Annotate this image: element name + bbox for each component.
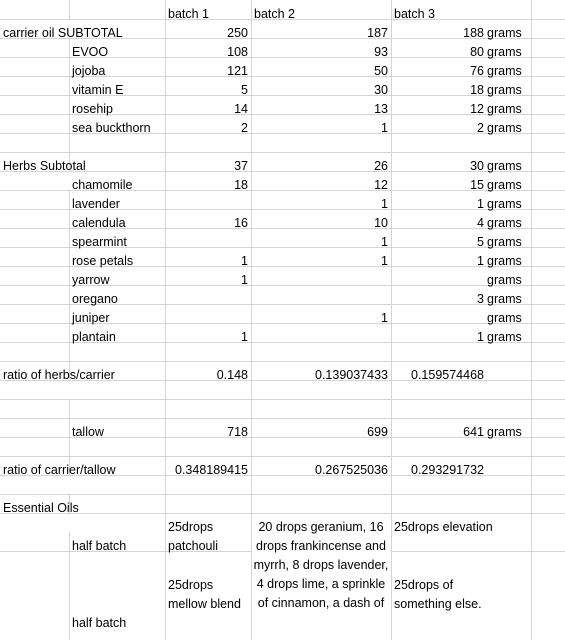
row-label[interactable]: EVOO: [72, 45, 109, 59]
row-label[interactable]: rose petals: [72, 254, 134, 268]
row-batch-3[interactable]: 1: [477, 254, 484, 268]
row-batch-1[interactable]: [165, 309, 251, 328]
row-batch-3[interactable]: 15: [470, 178, 484, 192]
row-batch-2[interactable]: 13: [374, 102, 388, 116]
row-batch-3[interactable]: 1: [477, 197, 484, 211]
row-batch-2[interactable]: 1: [381, 311, 388, 325]
half-batch-2-b3[interactable]: 25drops of something else.: [394, 578, 482, 611]
row-border: [0, 418, 565, 419]
row-batch-2[interactable]: [251, 290, 391, 309]
ratio-herbs-b3[interactable]: 0.159574468: [411, 368, 484, 382]
row-unit[interactable]: grams: [487, 45, 522, 59]
header-batch-3[interactable]: batch 3: [394, 7, 436, 21]
row-border: [0, 494, 565, 495]
herbs-subtotal-label[interactable]: Herbs Subtotal: [3, 159, 86, 173]
row-unit[interactable]: grams: [487, 254, 522, 268]
row-batch-3[interactable]: [391, 309, 487, 328]
row-batch-3[interactable]: 1: [477, 330, 484, 344]
carrier-subtotal-b3[interactable]: 188: [463, 26, 484, 40]
carrier-subtotal-b1[interactable]: 250: [227, 26, 248, 40]
row-label[interactable]: vitamin E: [72, 83, 124, 97]
tallow-b3[interactable]: 641: [463, 425, 484, 439]
row-label[interactable]: yarrow: [72, 273, 110, 287]
half-batch-1-b3[interactable]: 25drops elevation: [394, 520, 493, 534]
row-batch-2[interactable]: 12: [374, 178, 388, 192]
row-unit[interactable]: grams: [487, 102, 522, 116]
row-label[interactable]: plantain: [72, 330, 116, 344]
row-batch-2[interactable]: 30: [374, 83, 388, 97]
essential-b2-text[interactable]: 20 drops geranium, 16 drops frankincense and myrrh, 8 drops lavender, 4 drops lime, a sprinkle of cinnamon, a dash of: [253, 520, 389, 610]
row-batch-2[interactable]: [251, 328, 391, 347]
ratio-herbs-label[interactable]: ratio of herbs/carrier: [3, 368, 115, 382]
row-batch-3[interactable]: 4: [477, 216, 484, 230]
row-label[interactable]: oregano: [72, 292, 118, 306]
row-batch-2[interactable]: 1: [381, 197, 388, 211]
row-unit[interactable]: grams: [487, 292, 522, 306]
row-batch-3[interactable]: 18: [470, 83, 484, 97]
row-batch-1[interactable]: 16: [234, 216, 248, 230]
ratio-carrier-label[interactable]: ratio of carrier/tallow: [3, 463, 116, 477]
herbs-subtotal-b1[interactable]: 37: [234, 159, 248, 173]
ratio-herbs-b2[interactable]: 0.139037433: [315, 368, 388, 382]
half-batch-2-label[interactable]: half batch: [72, 616, 127, 630]
half-batch-2-b1[interactable]: 25drops mellow blend: [168, 578, 241, 611]
row-batch-3[interactable]: 2: [477, 121, 484, 135]
row-label[interactable]: rosehip: [72, 102, 113, 116]
row-batch-1[interactable]: [165, 233, 251, 252]
row-batch-2[interactable]: [251, 271, 391, 290]
carrier-subtotal-b2[interactable]: 187: [367, 26, 388, 40]
row-batch-3[interactable]: [391, 271, 487, 290]
row-border: [0, 456, 565, 457]
row-batch-3[interactable]: 80: [470, 45, 484, 59]
row-batch-3[interactable]: 12: [470, 102, 484, 116]
row-unit[interactable]: grams: [487, 216, 522, 230]
row-batch-1[interactable]: [165, 290, 251, 309]
row-unit[interactable]: grams: [487, 330, 522, 344]
row-unit[interactable]: grams: [487, 273, 522, 287]
row-label[interactable]: spearmint: [72, 235, 127, 249]
row-unit[interactable]: grams: [487, 83, 522, 97]
ratio-carrier-b1[interactable]: 0.348189415: [175, 463, 248, 477]
herbs-subtotal-unit[interactable]: grams: [487, 159, 522, 173]
header-batch-2[interactable]: batch 2: [254, 7, 296, 21]
row-unit[interactable]: grams: [487, 311, 522, 325]
tallow-unit[interactable]: grams: [487, 425, 522, 439]
tallow-label[interactable]: tallow: [72, 425, 104, 439]
row-batch-2[interactable]: 50: [374, 64, 388, 78]
row-border: [0, 152, 565, 153]
ratio-herbs-b1[interactable]: 0.148: [216, 368, 248, 382]
row-batch-1[interactable]: 1: [241, 330, 248, 344]
row-unit[interactable]: grams: [487, 235, 522, 249]
row-batch-1[interactable]: 2: [241, 121, 248, 135]
carrier-subtotal-unit[interactable]: grams: [487, 26, 522, 40]
row-border: [0, 399, 565, 400]
row-batch-2[interactable]: 1: [381, 121, 388, 135]
herbs-subtotal-b2[interactable]: 26: [374, 159, 388, 173]
carrier-subtotal-label[interactable]: carrier oil SUBTOTAL: [3, 26, 123, 40]
row-border: [0, 361, 565, 362]
row-batch-2[interactable]: 1: [381, 254, 388, 268]
row-label[interactable]: juniper: [72, 311, 110, 325]
row-unit[interactable]: grams: [487, 121, 522, 135]
row-unit[interactable]: grams: [487, 178, 522, 192]
row-unit[interactable]: grams: [487, 64, 522, 78]
row-batch-3[interactable]: 5: [477, 235, 484, 249]
row-batch-1[interactable]: [165, 195, 251, 214]
tallow-b2[interactable]: 699: [367, 425, 388, 439]
row-label[interactable]: chamomile: [72, 178, 133, 192]
ratio-carrier-b2[interactable]: 0.267525036: [315, 463, 388, 477]
essential-oils-label[interactable]: Essential Oils: [3, 501, 79, 515]
herbs-subtotal-b3[interactable]: 30: [470, 159, 484, 173]
row-batch-1[interactable]: 108: [227, 45, 248, 59]
row-batch-1[interactable]: 1: [241, 273, 248, 287]
row-batch-3[interactable]: 76: [470, 64, 484, 78]
row-label[interactable]: lavender: [72, 197, 120, 211]
row-batch-1[interactable]: 18: [234, 178, 248, 192]
half-batch-1-label[interactable]: half batch: [72, 539, 127, 553]
header-batch-1[interactable]: batch 1: [168, 7, 210, 21]
row-batch-1[interactable]: 14: [234, 102, 248, 116]
row-batch-1[interactable]: 5: [241, 83, 248, 97]
row-batch-2[interactable]: 10: [374, 216, 388, 230]
tallow-b1[interactable]: 718: [227, 425, 248, 439]
row-batch-3[interactable]: 3: [477, 292, 484, 306]
row-unit[interactable]: grams: [487, 197, 522, 211]
row-batch-2[interactable]: 93: [374, 45, 388, 59]
row-label[interactable]: sea buckthorn: [72, 121, 151, 135]
row-label[interactable]: jojoba: [72, 64, 106, 78]
half-batch-1-b1[interactable]: 25drops patchouli: [168, 520, 219, 553]
row-label[interactable]: calendula: [72, 216, 126, 230]
row-batch-1[interactable]: 121: [227, 64, 248, 78]
row-batch-2[interactable]: 1: [381, 235, 388, 249]
row-batch-1[interactable]: 1: [241, 254, 248, 268]
ratio-carrier-b3[interactable]: 0.293291732: [411, 463, 484, 477]
